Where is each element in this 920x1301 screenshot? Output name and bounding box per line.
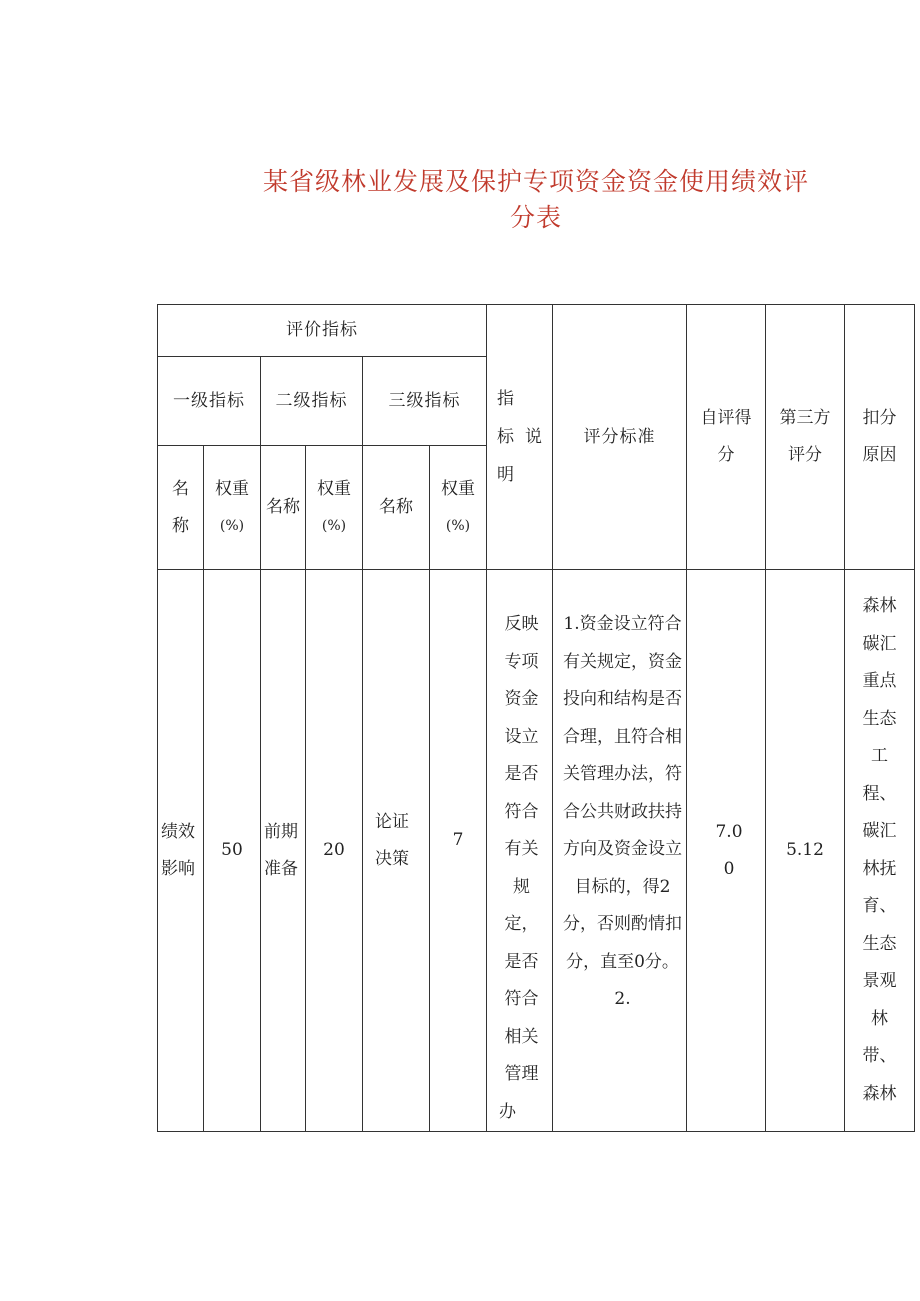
weight-label: 权重 [215,478,249,499]
table-row [158,570,915,1132]
header-deduct-reason: 扣分原因 [845,305,915,570]
header-index-desc [487,305,553,570]
header-row-1 [158,305,915,357]
weight-unit: (%) [321,517,347,534]
header-third-party: 第三方评分 [766,305,845,570]
header-level3-weight [430,446,487,570]
header-level1-weight [204,446,261,570]
score-table [157,304,915,1132]
header-criteria: 评分标准 [553,305,687,570]
self-score-cell: 7.00 [687,570,766,1132]
header-level3-name: 名称 [363,446,430,570]
header-level2-weight [306,446,363,570]
weight-unit: (%) [219,517,245,534]
header-level3: 三级指标 [363,357,487,446]
header-self-score: 自评得分 [687,305,766,570]
third-party-score-cell: 5.12 [766,570,845,1132]
title-line-2: 分表 [509,203,562,232]
level2-name-cell: 前期准备 [261,570,306,1132]
weight-unit: (%) [445,517,471,534]
level2-weight-cell: 20 [306,570,363,1132]
level3-name-cell: 论证决策 [363,570,430,1132]
index-desc-cell: 反映专项资金设立是否符合有关规定，是否符合相关管理办 [487,570,553,1132]
document-title [240,164,832,236]
header-level1-name: 名称 [158,446,204,570]
level3-weight-cell: 7 [430,570,487,1132]
header-index-desc-text: 指 标说明 [497,389,542,485]
weight-label: 权重 [441,478,475,499]
header-level1: 一级指标 [158,357,261,446]
criteria-cell: 1.资金设立符合有关规定，资金投向和结构是否合理，且符合相关管理办法，符合公共财政扶持方向及资金设立目标的，得2分，否则酌情扣分，直至0分。2. [553,570,687,1132]
level1-weight-cell: 50 [204,570,261,1132]
level1-name-cell: 绩效影响 [158,570,204,1132]
deduct-reason-cell: 森林碳汇重点生态工程、碳汇林抚育、生态景观林带、森林 [845,570,915,1132]
header-level2-name: 名称 [261,446,306,570]
header-eval-index: 评价指标 [158,305,487,357]
weight-label: 权重 [317,478,351,499]
header-level2: 二级指标 [261,357,363,446]
title-line-1: 某省级林业发展及保护专项资金资金使用绩效评 [262,167,809,196]
